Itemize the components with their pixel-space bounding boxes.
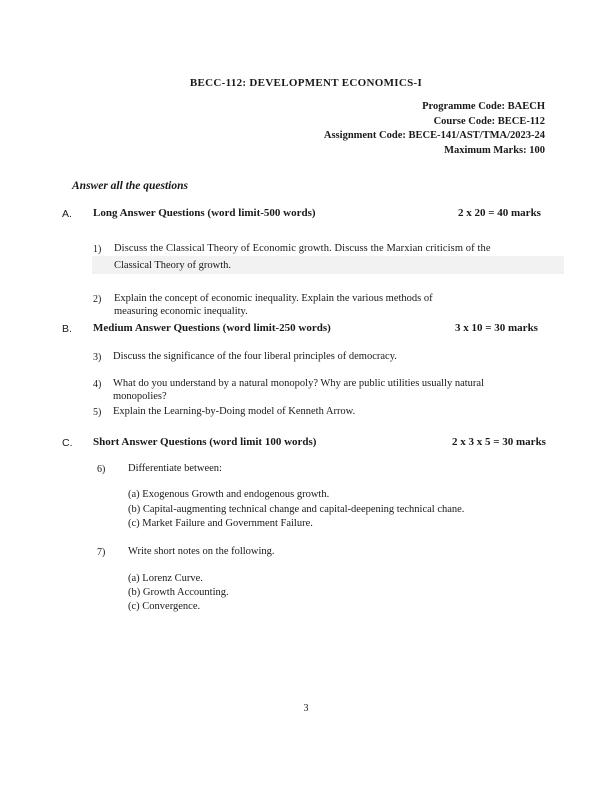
question-2-number: 2) [93, 294, 102, 305]
question-7-line-1: Write short notes on the following. [128, 546, 275, 557]
maximum-marks: Maximum Marks: 100 [444, 144, 545, 156]
question-6-item-a: (a) Exogenous Growth and endogenous growth. [128, 489, 330, 500]
question-7-item-c: (c) Convergence. [128, 601, 201, 612]
course-code: Course Code: BECE-112 [433, 115, 545, 127]
question-3-number: 3) [93, 352, 102, 363]
question-4-line-1: What do you understand by a natural monopoly? Why are public utilities usually natural [113, 378, 485, 389]
question-6-line-1: Differentiate between: [128, 463, 222, 474]
question-1-line-1: Discuss the Classical Theory of Economic growth. Discuss the Marxian criticism of the [114, 243, 491, 254]
section-b-title: Medium Answer Questions (word limit-250 words) [93, 322, 331, 334]
section-a-title: Long Answer Questions (word limit-500 words) [93, 207, 316, 219]
document-title: BECC-112: DEVELOPMENT ECONOMICS-I [189, 77, 423, 89]
question-5-line-1: Explain the Learning-by-Doing model of Kenneth Arrow. [113, 406, 356, 417]
question-4-line-2: monopolies? [113, 391, 167, 402]
question-3-line-1: Discuss the significance of the four liberal principles of democracy. [113, 351, 397, 362]
question-6-item-c: (c) Market Failure and Government Failure. [128, 518, 313, 529]
page-number: 3 [303, 703, 309, 714]
section-c-title: Short Answer Questions (word limit 100 words) [93, 436, 317, 448]
question-6-number: 6) [97, 464, 106, 475]
programme-code: Programme Code: BAECH [422, 101, 545, 112]
question-1-line-2: Classical Theory of growth. [114, 260, 232, 271]
assignment-code: Assignment Code: BECE-141/AST/TMA/2023-24 [323, 130, 545, 142]
section-a-letter: A. [62, 208, 72, 220]
instruction: Answer all the questions [72, 180, 188, 192]
question-7-number: 7) [97, 547, 106, 558]
section-b-marks: 3 x 10 = 30 marks [455, 322, 538, 334]
header-codes [324, 100, 545, 158]
section-c-letter: C. [62, 437, 73, 449]
question-1-number: 1) [93, 244, 102, 255]
question-7-item-b: (b) Growth Accounting. [128, 587, 229, 598]
section-a-marks: 2 x 20 = 40 marks [458, 207, 541, 219]
section-b-letter: B. [62, 323, 72, 335]
question-2-line-2: measuring economic inequality. [114, 306, 248, 317]
question-6-item-b: (b) Capital-augmenting technical change and capital-deepening technical chane. [128, 504, 465, 515]
question-7-item-a: (a) Lorenz Curve. [128, 573, 203, 584]
section-c-marks: 2 x 3 x 5 = 30 marks [452, 436, 546, 448]
question-4-number: 4) [93, 379, 102, 390]
question-2-line-1: Explain the concept of economic inequality. Explain the various methods of [114, 293, 433, 304]
question-5-number: 5) [93, 407, 102, 418]
